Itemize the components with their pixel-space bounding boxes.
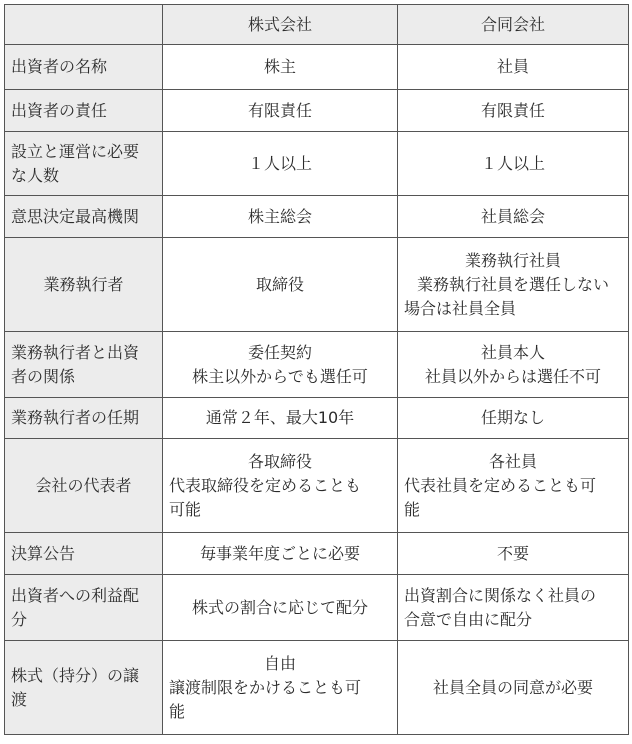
kabushiki-cell: 有限責任 bbox=[163, 90, 398, 132]
kabushiki-cell: 通常２年、最大10年 bbox=[163, 398, 398, 439]
godo-cell: 不要 bbox=[398, 533, 629, 575]
godo-cell: １人以上 bbox=[398, 132, 629, 196]
row-label: 業務執行者と出資 者の関係 bbox=[5, 332, 163, 398]
kabushiki-cell: 株主 bbox=[163, 45, 398, 90]
corner-cell bbox=[5, 5, 163, 45]
godo-cell: 出資割合に関係なく社員の 合意で自由に配分 bbox=[398, 575, 629, 641]
row-label: 出資者の責任 bbox=[5, 90, 163, 132]
kabushiki-cell: 取締役 bbox=[163, 238, 398, 332]
godo-cell: 業務執行社員 業務執行社員を選任しない 場合は社員全員 bbox=[398, 238, 629, 332]
godo-cell: 社員本人 社員以外からは選任不可 bbox=[398, 332, 629, 398]
godo-cell: 各社員 代表社員を定めることも可 能 bbox=[398, 439, 629, 533]
kabushiki-cell: 各取締役 代表取締役を定めることも 可能 bbox=[163, 439, 398, 533]
row-label: 出資者への利益配 分 bbox=[5, 575, 163, 641]
table-row bbox=[5, 238, 629, 332]
table-row bbox=[5, 533, 629, 575]
godo-cell: 任期なし bbox=[398, 398, 629, 439]
godo-cell: 社員全員の同意が必要 bbox=[398, 641, 629, 735]
godo-cell: 社員総会 bbox=[398, 196, 629, 238]
table-row bbox=[5, 196, 629, 238]
kabushiki-cell: 毎事業年度ごとに必要 bbox=[163, 533, 398, 575]
comparison-table bbox=[4, 4, 629, 735]
table-row bbox=[5, 332, 629, 398]
header-row bbox=[5, 5, 629, 45]
row-label: 業務執行者の任期 bbox=[5, 398, 163, 439]
row-label: 会社の代表者 bbox=[5, 439, 163, 533]
table-row bbox=[5, 90, 629, 132]
godo-cell: 有限責任 bbox=[398, 90, 629, 132]
row-label: 出資者の名称 bbox=[5, 45, 163, 90]
kabushiki-cell: １人以上 bbox=[163, 132, 398, 196]
table-row bbox=[5, 439, 629, 533]
column-header-godo: 合同会社 bbox=[398, 5, 629, 45]
table-row bbox=[5, 398, 629, 439]
table-row bbox=[5, 575, 629, 641]
column-header-kabushiki: 株式会社 bbox=[163, 5, 398, 45]
row-label: 決算公告 bbox=[5, 533, 163, 575]
table-row bbox=[5, 641, 629, 735]
kabushiki-cell: 委任契約 株主以外からでも選任可 bbox=[163, 332, 398, 398]
row-label: 株式（持分）の譲 渡 bbox=[5, 641, 163, 735]
table-row bbox=[5, 45, 629, 90]
table-row bbox=[5, 132, 629, 196]
row-label: 意思決定最高機関 bbox=[5, 196, 163, 238]
row-label: 設立と運営に必要 な人数 bbox=[5, 132, 163, 196]
godo-cell: 社員 bbox=[398, 45, 629, 90]
kabushiki-cell: 自由 譲渡制限をかけることも可 能 bbox=[163, 641, 398, 735]
kabushiki-cell: 株式の割合に応じて配分 bbox=[163, 575, 398, 641]
kabushiki-cell: 株主総会 bbox=[163, 196, 398, 238]
row-label: 業務執行者 bbox=[5, 238, 163, 332]
